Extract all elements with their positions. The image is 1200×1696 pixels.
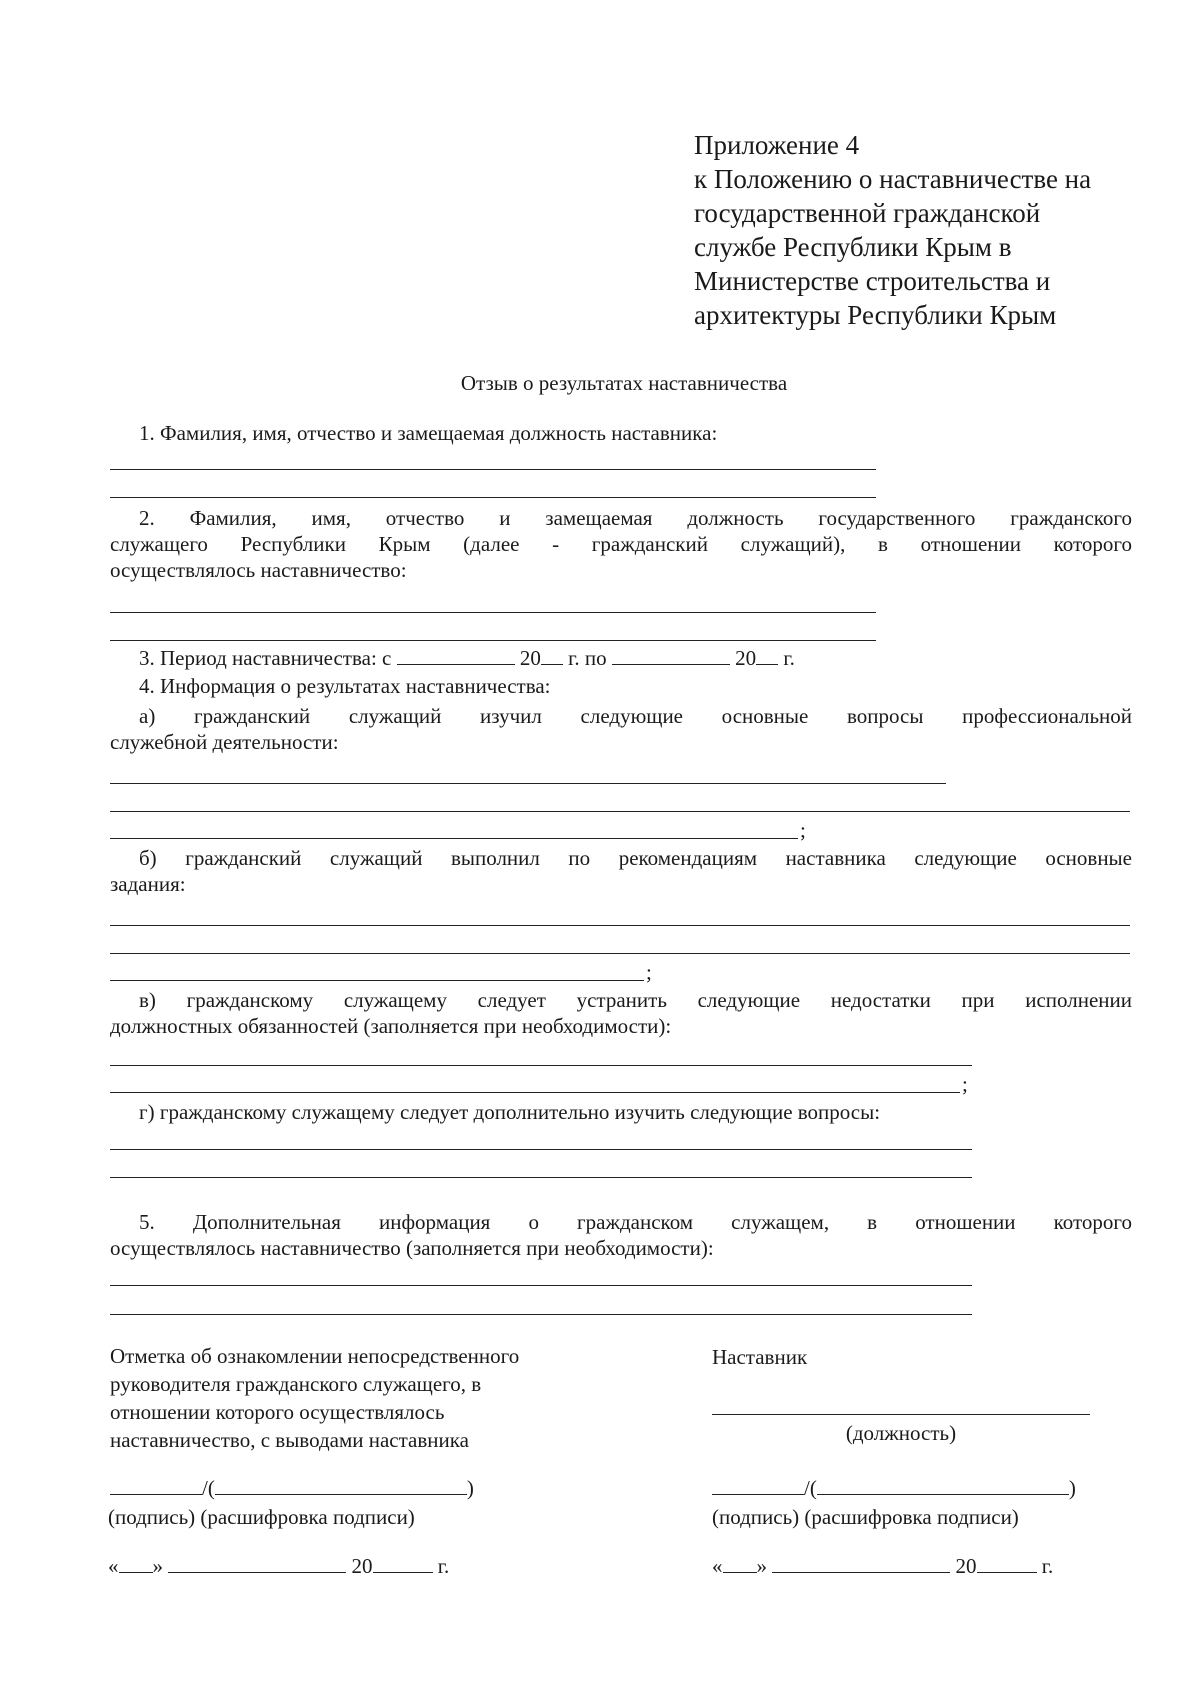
mentor-position-line [712,1414,1090,1415]
semicolon: ; [800,818,806,842]
date-year-blank [373,1554,433,1573]
ack-line: наставничество, с выводами наставника [110,1428,469,1452]
fill-line [110,1177,972,1178]
fill-line [110,838,798,839]
fill-line [110,1065,972,1066]
date-quote-close: » [152,1554,163,1578]
mentor-signature-line [712,1475,1076,1501]
item-4b-line-2: задания: [110,872,186,896]
appendix-line: службе Республики Крым в [694,232,1012,262]
item-2-line-1: 2. Фамилия, имя, отчество и замещаемая должность государственного гражданского [139,506,1132,530]
fill-line [110,980,644,981]
fill-line [110,1285,972,1286]
signature-separator: /( [804,1476,817,1500]
fill-line [110,953,1130,954]
signature-separator: /( [202,1476,215,1500]
signature-decode-blank [215,1476,467,1495]
date-quote-open: « [108,1554,119,1578]
item-5-line-1: 5. Дополнительная информация о гражданском служащем, в отношении которого [139,1210,1132,1234]
date-year-prefix: 20 [351,1554,373,1578]
manager-signature-caption: (подпись) (расшифровка подписи) [108,1505,415,1529]
date-month-blank [168,1554,346,1573]
item-4a-line-1: а) гражданский служащий изучил следующие основные вопросы профессиональной [139,704,1132,728]
period-to-label: г. по [568,646,607,670]
item-5-line-2: осуществлялось наставничество (заполняется при необходимости): [110,1236,714,1260]
date-suffix: г. [1041,1554,1054,1578]
manager-acknowledgement [110,1342,670,1454]
signature-blank [110,1476,202,1495]
item-4v-line-2: должностных обязанностей (заполняется при необходимости): [110,1014,672,1038]
item-4a-line-2: служебной деятельности: [110,730,339,754]
ack-line: отношении которого осуществлялось [110,1400,445,1424]
item-3-period [139,645,795,671]
signature-decode-blank [817,1476,1069,1495]
fill-line [110,469,876,470]
item-4v-line-1: в) гражданскому служащему следует устранить следующие недостатки при исполнении [139,988,1132,1012]
appendix-line: архитектуры Республики Крым [694,300,1057,330]
appendix-line: Министерстве строительства и [694,266,1051,296]
period-start-blank [397,646,515,665]
signature-close-paren: ) [466,1476,474,1500]
date-year-blank [977,1554,1037,1573]
item-2-line-2: служащего Республики Крым (далее - гражданский служащий), в отношении которого [110,532,1132,556]
document-title: Отзыв о результатах наставничества [460,371,788,395]
period-year-1: 20 [519,646,541,670]
period-year-2: 20 [735,646,757,670]
date-day-blank [119,1554,153,1573]
appendix-line: государственной гражданской [694,198,1041,228]
fill-line [110,612,876,613]
date-suffix: г. [437,1554,450,1578]
fill-line [110,1092,960,1093]
appendix-line: к Положению о наставничестве на [694,164,1092,194]
item-4g-text: г) гражданскому служащему следует дополнительно изучить следующие вопросы: [139,1100,881,1124]
period-end-blank [612,646,730,665]
manager-signature-line [110,1475,474,1501]
mentor-position-caption: (должность) [845,1421,957,1445]
period-label: 3. Период наставничества: с [139,646,392,670]
signature-blank [712,1476,804,1495]
appendix-header [694,128,1154,332]
fill-line [110,925,1130,926]
fill-line [110,1314,972,1315]
semicolon: ; [646,960,652,984]
mentor-date-line [712,1553,1053,1579]
signature-close-paren: ) [1068,1476,1076,1500]
ack-line: Отметка об ознакомлении непосредственного [110,1344,520,1368]
date-day-blank [723,1554,757,1573]
item-1-text: 1. Фамилия, имя, отчество и замещаемая должность наставника: [139,421,718,445]
fill-line [110,497,876,498]
date-quote-open: « [712,1554,723,1578]
fill-line [110,783,946,784]
fill-line [110,1149,972,1150]
appendix-line: Приложение 4 [694,130,860,160]
year-blank [541,646,563,665]
item-4-text: 4. Информация о результатах наставничества: [139,674,551,698]
date-month-blank [772,1554,950,1573]
date-quote-close: » [756,1554,767,1578]
item-2-line-3: осуществлялось наставничество: [110,558,407,582]
date-year-prefix: 20 [955,1554,977,1578]
fill-line [110,640,876,641]
ack-line: руководителя гражданского служащего, в [110,1372,482,1396]
period-suffix: г. [783,646,795,670]
mentor-heading: Наставник [712,1345,808,1369]
fill-line [110,811,1130,812]
year-blank [756,646,778,665]
manager-date-line [108,1553,449,1579]
semicolon: ; [962,1072,968,1096]
mentor-signature-caption: (подпись) (расшифровка подписи) [712,1505,1019,1529]
item-4b-line-1: б) гражданский служащий выполнил по рекомендациям наставника следующие основные [139,846,1132,870]
